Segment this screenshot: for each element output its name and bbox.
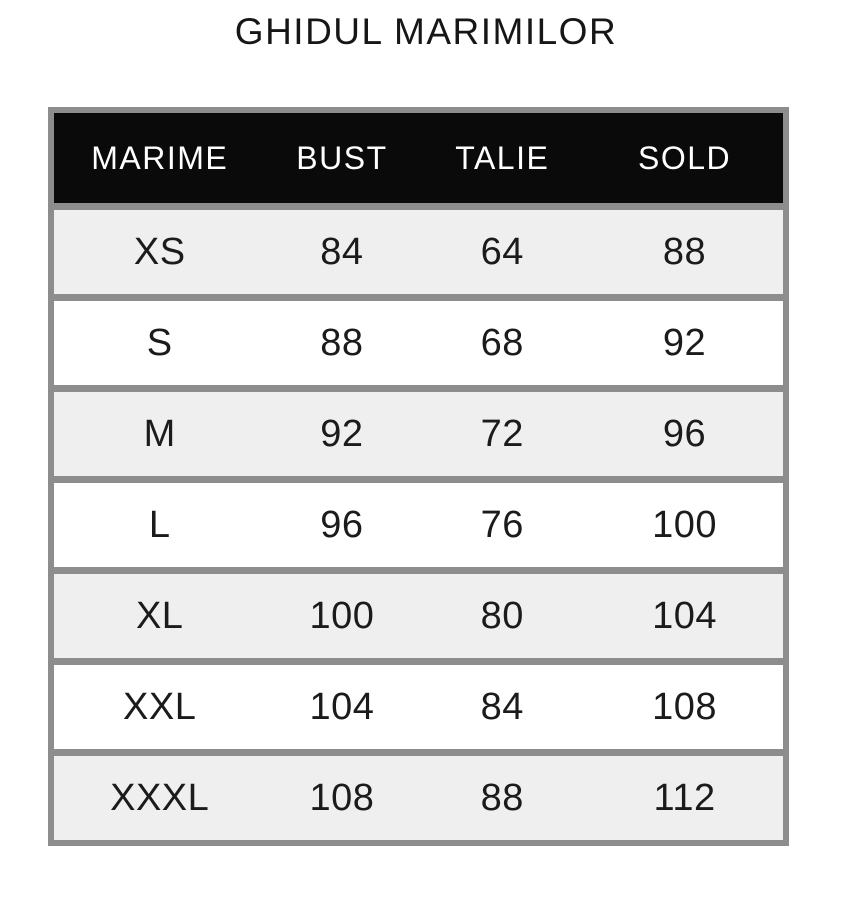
column-header-marime: MARIME bbox=[91, 139, 229, 176]
table-row-m bbox=[54, 392, 783, 476]
cell-sold: 104 bbox=[652, 594, 717, 637]
cell-talie: 64 bbox=[480, 230, 524, 273]
cell-bust: 84 bbox=[320, 230, 364, 273]
cell-size: M bbox=[143, 412, 176, 455]
cell-sold: 96 bbox=[662, 412, 707, 455]
cell-bust: 108 bbox=[309, 776, 375, 819]
cell-size: L bbox=[148, 503, 171, 546]
page-title: GHIDUL MARIMILOR bbox=[234, 11, 618, 52]
cell-talie: 68 bbox=[480, 321, 524, 364]
column-header-bust: BUST bbox=[296, 139, 388, 176]
cell-bust: 100 bbox=[309, 594, 375, 637]
cell-talie: 88 bbox=[480, 776, 524, 819]
column-header-sold: SOLD bbox=[637, 139, 732, 176]
table-header-row bbox=[54, 113, 783, 203]
cell-sold: 112 bbox=[653, 776, 716, 819]
table-row-xxl bbox=[54, 665, 783, 749]
cell-sold: 88 bbox=[662, 230, 707, 273]
cell-sold: 92 bbox=[662, 321, 707, 364]
cell-size: XXL bbox=[123, 685, 197, 728]
cell-size: S bbox=[146, 321, 173, 364]
table-row-xl bbox=[54, 574, 783, 658]
cell-talie: 80 bbox=[480, 594, 524, 637]
cell-size: XXXL bbox=[110, 776, 210, 819]
cell-bust: 104 bbox=[309, 685, 375, 728]
table-row-s bbox=[54, 301, 783, 385]
cell-sold: 100 bbox=[652, 503, 717, 546]
cell-bust: 88 bbox=[320, 321, 364, 364]
cell-size: XL bbox=[135, 594, 184, 637]
cell-talie: 72 bbox=[480, 412, 524, 455]
table-row-l bbox=[54, 483, 783, 567]
cell-size: XS bbox=[133, 230, 186, 273]
cell-talie: 76 bbox=[480, 503, 524, 546]
cell-sold: 108 bbox=[652, 685, 717, 728]
table-row-xxxl bbox=[54, 756, 783, 840]
column-header-talie: TALIE bbox=[455, 139, 550, 176]
table-row-xs bbox=[54, 210, 783, 294]
cell-bust: 96 bbox=[320, 503, 364, 546]
size-guide-table bbox=[48, 107, 789, 846]
cell-bust: 92 bbox=[320, 412, 364, 455]
cell-talie: 84 bbox=[480, 685, 524, 728]
